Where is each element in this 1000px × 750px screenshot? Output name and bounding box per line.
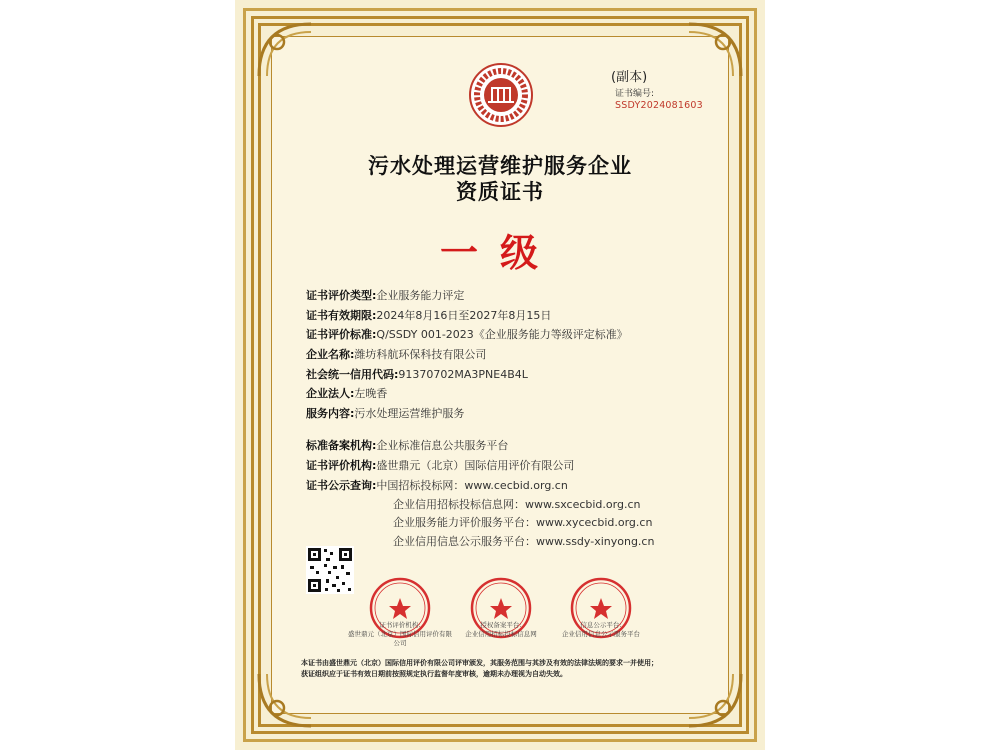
field-key: 证书公示查询: (306, 479, 377, 492)
field-value: 企业标准信息公共服务平台 (376, 439, 509, 452)
field-key: 企业法人: (306, 387, 355, 400)
seal-caption-label: 授权备案平台: (480, 621, 522, 629)
field-key: 企业名称: (306, 348, 355, 361)
qr-code-icon (306, 546, 354, 594)
field-value: 潍坊科航环保科技有限公司 (354, 348, 487, 361)
field-value: Q/SSDY 001-2023《企业服务能力等级评定标准》 (376, 328, 628, 341)
field-value: 2024年8月16日至2027年8月15日 (376, 309, 552, 322)
field-value: 企业服务能力评定 (376, 289, 465, 302)
footer-note: 本证书由盛世鼎元（北京）国际信用评价有限公司评审颁发，其服务范围与其涉及有效的法律法规的要求一并使用； (301, 659, 658, 667)
seal-caption-label: 信息公示平台: (580, 621, 622, 629)
corner-ornament-icon (255, 20, 315, 80)
field-row (306, 405, 464, 421)
seal-caption-name: 盛世鼎元（北京）国际信用评价有限公司 (348, 630, 452, 647)
field-value: 中国招标投标网：www.cecbid.org.cn (376, 479, 568, 492)
field-value: 91370702MA3PNE4B4L (398, 368, 528, 381)
query-url: 企业服务能力评价服务平台：www.xycecbid.org.cn (393, 516, 653, 529)
footer-note: 获证组织应于证书有效日期前按照规定执行监督年度审核，逾期未办理视为自动失效。 (301, 670, 567, 678)
field-key: 证书有效期限: (306, 309, 377, 322)
field-row (306, 307, 551, 323)
cert-subtitle: 资质证书 (456, 180, 544, 204)
cert-grade: 一级 (439, 231, 560, 275)
field-key: 标准备案机构: (306, 439, 377, 452)
field-row (306, 326, 628, 342)
field-value: 左晚香 (354, 387, 388, 400)
copy-label: (副本) (611, 70, 648, 85)
field-key: 服务内容: (306, 407, 355, 420)
field-key: 证书评价标准: (306, 328, 377, 341)
query-url: 企业信用信息公示服务平台：www.ssdy-xinyong.cn (393, 535, 655, 548)
field-row (306, 287, 464, 303)
certificate (235, 0, 765, 750)
cert-number: SSDY2024081603 (615, 100, 703, 111)
cert-title: 污水处理运营维护服务企业 (368, 154, 632, 178)
field-key: 证书评价类型: (306, 289, 377, 302)
issuer-logo-icon (468, 62, 534, 128)
org-row (306, 477, 568, 493)
field-value: 盛世鼎元（北京）国际信用评价有限公司 (376, 459, 575, 472)
seal-caption-label: 证书评价机构: (379, 621, 421, 629)
field-row (306, 366, 528, 382)
field-row (306, 385, 387, 401)
field-value: 污水处理运营维护服务 (354, 407, 465, 420)
field-key: 证书评价机构: (306, 459, 377, 472)
field-row (306, 346, 486, 362)
org-row (306, 437, 508, 453)
corner-ornament-icon (685, 20, 745, 80)
cert-number-label: 证书编号: (615, 89, 655, 99)
seal-caption-name: 企业信用招标投标信息网 (465, 630, 537, 638)
seal-caption-name: 企业信用信息公示服务平台 (562, 630, 640, 638)
org-row (306, 457, 574, 473)
field-key: 社会统一信用代码: (306, 368, 399, 381)
query-url: 企业信用招标投标信息网：www.sxcecbid.org.cn (393, 498, 641, 511)
